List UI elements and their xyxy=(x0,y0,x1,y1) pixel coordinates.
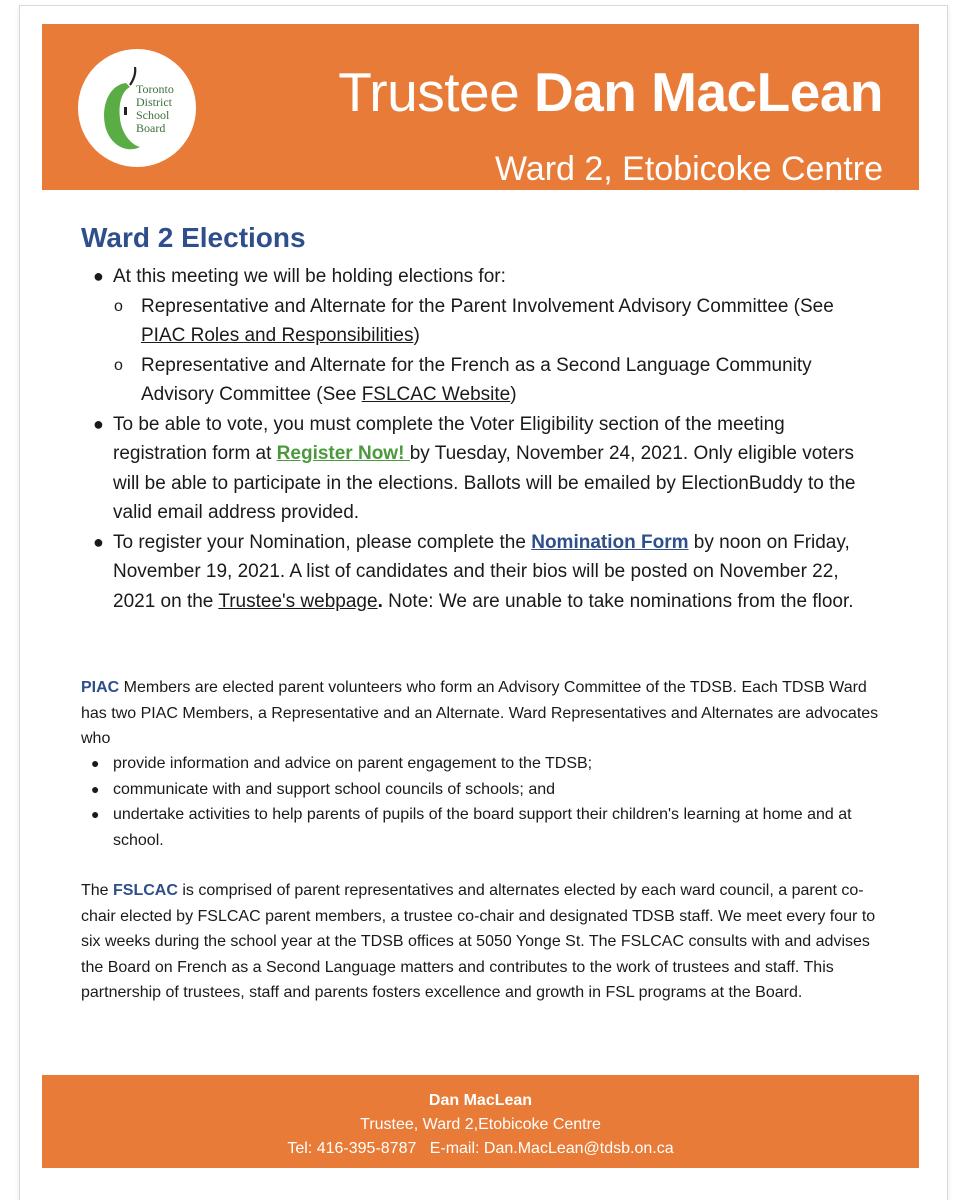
nomination-form-link[interactable]: Nomination Form xyxy=(531,531,689,553)
list-item: ● communicate with and support school councils of schools; and xyxy=(81,777,891,803)
tdsb-logo xyxy=(78,49,196,167)
banner-title: Trustee Dan MacLean xyxy=(338,61,883,123)
fslcac-paragraph: The FSLCAC is comprised of parent representatives and alternates elected by each ward council, a parent co-chair elected by FSLCAC parent members, a trustee co-chair and designated TDSB staff. We meet every four to six weeks during the school year at the TDSB offices at 5050 Yonge St. The FSLCAC consults with and advises the Board on French as a Second Language matters and contributes to the work of trustees and staff. This partnership of trustees, staff and parents fosters excellence and growth in FSL programs at the Board. xyxy=(81,882,876,1001)
footer-contact: Tel: 416-395-8787 E-mail: Dan.MacLean@tdsb.on.ca xyxy=(287,1140,674,1157)
circle-bullet-icon: o xyxy=(114,356,123,374)
bullet-icon: ● xyxy=(93,531,104,552)
list-item: ● To register your Nomination, please complete the Nomination Form by noon on Friday, November 19, 2021. A list of candidates and their bios will be posted on November 22, 2021 on the Trustee's webpage. Note: We are unable to take nominations from the floor. xyxy=(81,528,881,617)
footer-banner xyxy=(42,1075,919,1168)
banner-subtitle: Ward 2, Etobicoke Centre xyxy=(494,150,883,188)
piac-bullet-list xyxy=(81,751,891,853)
piac-roles-link[interactable]: PIAC Roles and Responsibilities xyxy=(141,325,414,346)
trustee-webpage-link[interactable]: Trustee's webpage xyxy=(218,590,378,612)
bullet-icon: ● xyxy=(93,266,104,286)
sub-list-item: o Representative and Alternate for the French as a Second Language Community Advisory Committee (See FSLCAC Website) xyxy=(81,351,881,410)
register-now-link[interactable]: Register Now! xyxy=(276,443,410,464)
footer-role: Trustee, Ward 2,Etobicoke Centre xyxy=(360,1116,601,1133)
bullet-icon: ● xyxy=(91,806,100,822)
fslcac-website-link[interactable]: FSLCAC Website xyxy=(361,384,511,405)
list-item: ● undertake activities to help parents of pupils of the board support their children's learning at home and at school. xyxy=(81,802,891,853)
piac-paragraph: PIAC Members are elected parent volunteers who form an Advisory Committee of the TDSB. Each TDSB Ward has two PIAC Members, a Representative and an Alternate. Ward Representatives and Alternates are advocates who xyxy=(81,679,879,747)
bullet-icon: ● xyxy=(91,755,100,771)
section-heading-elections: Ward 2 Elections xyxy=(81,222,306,253)
header-banner xyxy=(42,24,919,190)
logo-text: Toronto District School Board xyxy=(136,82,174,135)
list-item: ● At this meeting we will be holding elections for: xyxy=(81,262,881,292)
list-item: ● provide information and advice on parent engagement to the TDSB; xyxy=(81,751,891,777)
bullet-icon: ● xyxy=(93,413,104,434)
list-item: ● To be able to vote, you must complete the Voter Eligibility section of the meeting registration form at Register Now! by Tuesday, November 24, 2021. Only eligible voters will be able to participate in the elections. Ballots will be emailed by ElectionBuddy to the valid email address provided. xyxy=(81,410,881,528)
sub-list-item: o Representative and Alternate for the Parent Involvement Advisory Committee (See PIAC Roles and Responsibilities) xyxy=(81,292,881,351)
elections-list xyxy=(81,262,881,616)
bullet-icon: ● xyxy=(91,780,100,797)
footer-name: Dan MacLean xyxy=(428,1092,533,1109)
circle-bullet-icon: o xyxy=(114,297,123,315)
